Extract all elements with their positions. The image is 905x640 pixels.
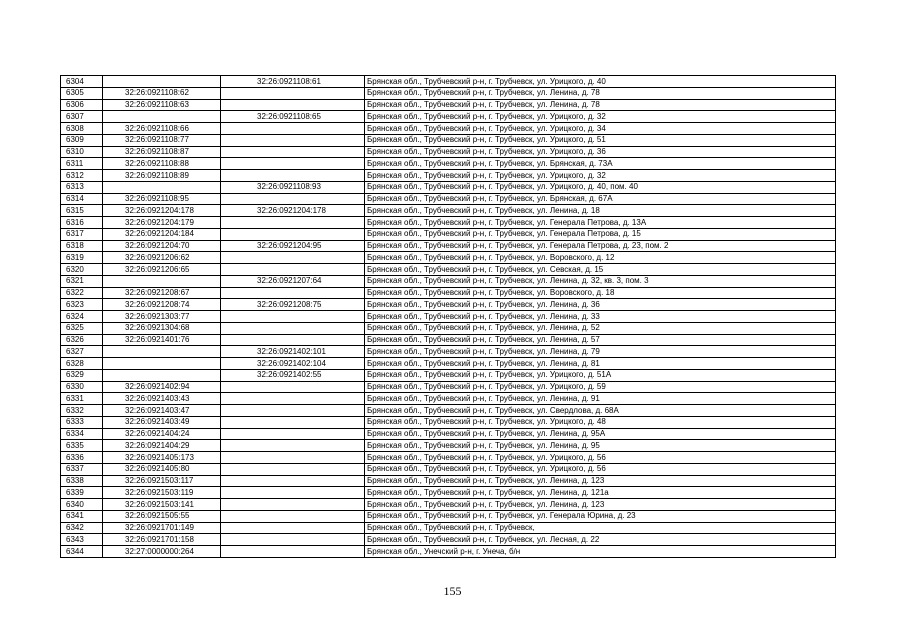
address-cell: Брянская обл., Трубчевский р-н, г. Трубчевск, ул. Урицкого, д. 32 bbox=[365, 170, 836, 182]
address-cell: Брянская обл., Трубчевский р-н, г. Трубчевск, ул. Ленина, д. 91 bbox=[365, 393, 836, 405]
row-number-cell: 6329 bbox=[61, 369, 103, 381]
table-row bbox=[61, 123, 836, 135]
address-cell: Брянская обл., Трубчевский р-н, г. Трубчевск, ул. Ленина, д. 81 bbox=[365, 358, 836, 370]
cadastral-number-alt-cell bbox=[221, 534, 365, 546]
cadastral-number-alt-cell bbox=[221, 146, 365, 158]
row-number-cell: 6311 bbox=[61, 158, 103, 170]
address-cell: Брянская обл., Трубчевский р-н, г. Трубчевск, ул. Ленина, д. 78 bbox=[365, 87, 836, 99]
cadastral-number-cell: 32:26:0921208:67 bbox=[103, 287, 221, 299]
address-cell: Брянская обл., Трубчевский р-н, г. Трубчевск, ул. Ленина, д. 123 bbox=[365, 499, 836, 511]
row-number-cell: 6341 bbox=[61, 510, 103, 522]
cadastral-number-cell: 32:26:0921108:62 bbox=[103, 87, 221, 99]
cadastral-number-alt-cell bbox=[221, 87, 365, 99]
address-cell: Брянская обл., Трубчевский р-н, г. Трубчевск, ул. Ленина, д. 57 bbox=[365, 334, 836, 346]
table-row bbox=[61, 158, 836, 170]
row-number-cell: 6314 bbox=[61, 193, 103, 205]
cadastral-number-alt-cell bbox=[221, 217, 365, 229]
address-cell: Брянская обл., Трубчевский р-н, г. Трубчевск, ул. Брянская, д. 73А bbox=[365, 158, 836, 170]
cadastral-number-cell: 32:26:0921503:119 bbox=[103, 487, 221, 499]
address-cell: Брянская обл., Трубчевский р-н, г. Трубчевск, ул. Ленина, д. 18 bbox=[365, 205, 836, 217]
row-number-cell: 6338 bbox=[61, 475, 103, 487]
row-number-cell: 6335 bbox=[61, 440, 103, 452]
row-number-cell: 6324 bbox=[61, 311, 103, 323]
row-number-cell: 6304 bbox=[61, 76, 103, 88]
table-row bbox=[61, 428, 836, 440]
address-cell: Брянская обл., Трубчевский р-н, г. Трубчевск, ул. Генерала Юрина, д. 23 bbox=[365, 510, 836, 522]
table-row bbox=[61, 134, 836, 146]
cadastral-number-alt-cell: 32:26:0921204:95 bbox=[221, 240, 365, 252]
table-body bbox=[61, 76, 836, 558]
cadastral-table bbox=[60, 75, 836, 558]
address-cell: Брянская обл., Трубчевский р-н, г. Трубчевск, ул. Урицкого, д. 32 bbox=[365, 111, 836, 123]
cadastral-number-cell bbox=[103, 181, 221, 193]
address-cell: Брянская обл., Трубчевский р-н, г. Трубчевск, ул. Ленина, д. 121а bbox=[365, 487, 836, 499]
table-row bbox=[61, 487, 836, 499]
address-cell: Брянская обл., Трубчевский р-н, г. Трубчевск, ул. Ленина, д. 52 bbox=[365, 322, 836, 334]
table-row bbox=[61, 264, 836, 276]
cadastral-number-cell: 32:26:0921108:95 bbox=[103, 193, 221, 205]
address-cell: Брянская обл., Унечский р-н, г. Унеча, б/н bbox=[365, 546, 836, 558]
table-row bbox=[61, 170, 836, 182]
row-number-cell: 6342 bbox=[61, 522, 103, 534]
cadastral-number-alt-cell: 32:26:0921108:61 bbox=[221, 76, 365, 88]
address-cell: Брянская обл., Трубчевский р-н, г. Трубчевск, ул. Ленина, д. 32, кв. 3, пом. 3 bbox=[365, 275, 836, 287]
table-row bbox=[61, 522, 836, 534]
row-number-cell: 6325 bbox=[61, 322, 103, 334]
address-cell: Брянская обл., Трубчевский р-н, г. Трубчевск, ул. Урицкого, д. 51 bbox=[365, 134, 836, 146]
table-row bbox=[61, 76, 836, 88]
cadastral-number-alt-cell bbox=[221, 452, 365, 464]
row-number-cell: 6326 bbox=[61, 334, 103, 346]
cadastral-number-alt-cell bbox=[221, 440, 365, 452]
address-cell: Брянская обл., Трубчевский р-н, г. Трубчевск, ул. Севская, д. 15 bbox=[365, 264, 836, 276]
address-cell: Брянская обл., Трубчевский р-н, г. Трубчевск, ул. Генерала Петрова, д. 23, пом. 2 bbox=[365, 240, 836, 252]
table-row bbox=[61, 193, 836, 205]
table-row bbox=[61, 381, 836, 393]
cadastral-number-alt-cell bbox=[221, 499, 365, 511]
address-cell: Брянская обл., Трубчевский р-н, г. Трубчевск, ул. Урицкого, д. 36 bbox=[365, 146, 836, 158]
table-row bbox=[61, 275, 836, 287]
cadastral-number-alt-cell bbox=[221, 311, 365, 323]
cadastral-number-cell: 32:26:0921404:24 bbox=[103, 428, 221, 440]
table-row bbox=[61, 475, 836, 487]
cadastral-number-cell: 32:26:0921403:49 bbox=[103, 416, 221, 428]
row-number-cell: 6318 bbox=[61, 240, 103, 252]
row-number-cell: 6344 bbox=[61, 546, 103, 558]
cadastral-number-alt-cell: 32:26:0921108:93 bbox=[221, 181, 365, 193]
address-cell: Брянская обл., Трубчевский р-н, г. Трубчевск, ул. Ленина, д. 33 bbox=[365, 311, 836, 323]
address-cell: Брянская обл., Трубчевский р-н, г. Трубчевск, ул. Урицкого, д. 34 bbox=[365, 123, 836, 135]
cadastral-number-alt-cell bbox=[221, 416, 365, 428]
cadastral-number-alt-cell bbox=[221, 193, 365, 205]
cadastral-number-alt-cell: 32:26:0921108:65 bbox=[221, 111, 365, 123]
table-row bbox=[61, 546, 836, 558]
address-cell: Брянская обл., Трубчевский р-н, г. Трубчевск, ул. Воровского, д. 18 bbox=[365, 287, 836, 299]
cadastral-number-cell: 32:26:0921108:66 bbox=[103, 123, 221, 135]
row-number-cell: 6332 bbox=[61, 405, 103, 417]
cadastral-number-cell: 32:26:0921108:87 bbox=[103, 146, 221, 158]
row-number-cell: 6330 bbox=[61, 381, 103, 393]
cadastral-number-alt-cell bbox=[221, 99, 365, 111]
cadastral-number-cell: 32:26:0921503:117 bbox=[103, 475, 221, 487]
row-number-cell: 6343 bbox=[61, 534, 103, 546]
cadastral-number-alt-cell bbox=[221, 510, 365, 522]
address-cell: Брянская обл., Трубчевский р-н, г. Трубчевск, ул. Ленина, д. 79 bbox=[365, 346, 836, 358]
cadastral-number-alt-cell bbox=[221, 123, 365, 135]
row-number-cell: 6321 bbox=[61, 275, 103, 287]
cadastral-number-cell: 32:26:0921108:63 bbox=[103, 99, 221, 111]
cadastral-number-cell: 32:26:0921505:55 bbox=[103, 510, 221, 522]
cadastral-number-cell: 32:26:0921405:173 bbox=[103, 452, 221, 464]
table-row bbox=[61, 358, 836, 370]
cadastral-number-alt-cell: 32:26:0921402:104 bbox=[221, 358, 365, 370]
table-row bbox=[61, 287, 836, 299]
cadastral-number-cell: 32:26:0921403:47 bbox=[103, 405, 221, 417]
address-cell: Брянская обл., Трубчевский р-н, г. Трубчевск, ул. Свердлова, д. 68А bbox=[365, 405, 836, 417]
row-number-cell: 6312 bbox=[61, 170, 103, 182]
address-cell: Брянская обл., Трубчевский р-н, г. Трубчевск, ул. Урицкого, д. 56 bbox=[365, 452, 836, 464]
cadastral-number-cell: 32:26:0921206:65 bbox=[103, 264, 221, 276]
cadastral-number-cell: 32:26:0921108:88 bbox=[103, 158, 221, 170]
table-row bbox=[61, 228, 836, 240]
cadastral-number-cell bbox=[103, 346, 221, 358]
table-row bbox=[61, 99, 836, 111]
table-row bbox=[61, 416, 836, 428]
table-row bbox=[61, 87, 836, 99]
cadastral-number-alt-cell: 32:26:0921207:64 bbox=[221, 275, 365, 287]
address-cell: Брянская обл., Трубчевский р-н, г. Трубчевск, ул. Воровского, д. 12 bbox=[365, 252, 836, 264]
row-number-cell: 6306 bbox=[61, 99, 103, 111]
table-row bbox=[61, 452, 836, 464]
table-row bbox=[61, 463, 836, 475]
cadastral-number-cell bbox=[103, 76, 221, 88]
cadastral-number-cell: 32:26:0921108:77 bbox=[103, 134, 221, 146]
table-row bbox=[61, 369, 836, 381]
row-number-cell: 6328 bbox=[61, 358, 103, 370]
cadastral-number-alt-cell bbox=[221, 287, 365, 299]
cadastral-number-cell: 32:26:0921405:80 bbox=[103, 463, 221, 475]
address-cell: Брянская обл., Трубчевский р-н, г. Трубчевск, ул. Ленина, д. 36 bbox=[365, 299, 836, 311]
row-number-cell: 6336 bbox=[61, 452, 103, 464]
row-number-cell: 6305 bbox=[61, 87, 103, 99]
row-number-cell: 6319 bbox=[61, 252, 103, 264]
table-row bbox=[61, 205, 836, 217]
row-number-cell: 6337 bbox=[61, 463, 103, 475]
cadastral-number-alt-cell bbox=[221, 252, 365, 264]
cadastral-number-alt-cell bbox=[221, 546, 365, 558]
row-number-cell: 6333 bbox=[61, 416, 103, 428]
row-number-cell: 6316 bbox=[61, 217, 103, 229]
row-number-cell: 6307 bbox=[61, 111, 103, 123]
row-number-cell: 6339 bbox=[61, 487, 103, 499]
table-row bbox=[61, 393, 836, 405]
address-cell: Брянская обл., Трубчевский р-н, г. Трубчевск, bbox=[365, 522, 836, 534]
cadastral-number-alt-cell bbox=[221, 264, 365, 276]
address-cell: Брянская обл., Трубчевский р-н, г. Трубчевск, ул. Генерала Петрова, д. 13А bbox=[365, 217, 836, 229]
table-row bbox=[61, 346, 836, 358]
cadastral-number-cell: 32:26:0921303:77 bbox=[103, 311, 221, 323]
table-row bbox=[61, 181, 836, 193]
address-cell: Брянская обл., Трубчевский р-н, г. Трубчевск, ул. Урицкого, д. 56 bbox=[365, 463, 836, 475]
cadastral-number-cell: 32:26:0921304:68 bbox=[103, 322, 221, 334]
cadastral-number-alt-cell bbox=[221, 158, 365, 170]
cadastral-number-alt-cell: 32:26:0921402:55 bbox=[221, 369, 365, 381]
cadastral-number-cell: 32:26:0921401:76 bbox=[103, 334, 221, 346]
cadastral-number-alt-cell bbox=[221, 228, 365, 240]
cadastral-number-alt-cell: 32:26:0921204:178 bbox=[221, 205, 365, 217]
cadastral-number-cell: 32:26:0921404:29 bbox=[103, 440, 221, 452]
cadastral-number-cell: 32:26:0921503:141 bbox=[103, 499, 221, 511]
cadastral-number-alt-cell bbox=[221, 334, 365, 346]
address-cell: Брянская обл., Трубчевский р-н, г. Трубчевск, ул. Урицкого, д. 48 bbox=[365, 416, 836, 428]
row-number-cell: 6309 bbox=[61, 134, 103, 146]
cadastral-number-cell: 32:26:0921204:179 bbox=[103, 217, 221, 229]
table-row bbox=[61, 111, 836, 123]
cadastral-number-alt-cell bbox=[221, 170, 365, 182]
address-cell: Брянская обл., Трубчевский р-н, г. Трубчевск, ул. Урицкого, д. 51А bbox=[365, 369, 836, 381]
table-row bbox=[61, 240, 836, 252]
table-row bbox=[61, 252, 836, 264]
address-cell: Брянская обл., Трубчевский р-н, г. Трубчевск, ул. Лесная, д. 22 bbox=[365, 534, 836, 546]
row-number-cell: 6317 bbox=[61, 228, 103, 240]
address-cell: Брянская обл., Трубчевский р-н, г. Трубчевск, ул. Ленина, д. 123 bbox=[365, 475, 836, 487]
table-row bbox=[61, 499, 836, 511]
table-row bbox=[61, 299, 836, 311]
table-row bbox=[61, 311, 836, 323]
row-number-cell: 6315 bbox=[61, 205, 103, 217]
address-cell: Брянская обл., Трубчевский р-н, г. Трубчевск, ул. Урицкого, д. 59 bbox=[365, 381, 836, 393]
cadastral-number-cell: 32:27:0000000:264 bbox=[103, 546, 221, 558]
cadastral-number-cell: 32:26:0921204:178 bbox=[103, 205, 221, 217]
cadastral-number-alt-cell: 32:26:0921208:75 bbox=[221, 299, 365, 311]
cadastral-number-cell: 32:26:0921204:70 bbox=[103, 240, 221, 252]
row-number-cell: 6327 bbox=[61, 346, 103, 358]
cadastral-number-cell: 32:26:0921108:89 bbox=[103, 170, 221, 182]
row-number-cell: 6331 bbox=[61, 393, 103, 405]
cadastral-number-alt-cell bbox=[221, 134, 365, 146]
cadastral-number-alt-cell bbox=[221, 393, 365, 405]
row-number-cell: 6334 bbox=[61, 428, 103, 440]
address-cell: Брянская обл., Трубчевский р-н, г. Трубчевск, ул. Ленина, д. 78 bbox=[365, 99, 836, 111]
address-cell: Брянская обл., Трубчевский р-н, г. Трубчевск, ул. Урицкого, д. 40 bbox=[365, 76, 836, 88]
cadastral-number-alt-cell bbox=[221, 322, 365, 334]
cadastral-number-cell: 32:26:0921206:62 bbox=[103, 252, 221, 264]
cadastral-number-alt-cell bbox=[221, 487, 365, 499]
cadastral-number-alt-cell bbox=[221, 381, 365, 393]
cadastral-number-alt-cell bbox=[221, 475, 365, 487]
cadastral-number-cell: 32:26:0921204:184 bbox=[103, 228, 221, 240]
page-number: 155 bbox=[443, 584, 462, 598]
table-row bbox=[61, 146, 836, 158]
table-row bbox=[61, 322, 836, 334]
row-number-cell: 6308 bbox=[61, 123, 103, 135]
cadastral-number-alt-cell bbox=[221, 428, 365, 440]
row-number-cell: 6322 bbox=[61, 287, 103, 299]
row-number-cell: 6313 bbox=[61, 181, 103, 193]
address-cell: Брянская обл., Трубчевский р-н, г. Трубчевск, ул. Брянская, д. 67А bbox=[365, 193, 836, 205]
table-row bbox=[61, 217, 836, 229]
table-row bbox=[61, 334, 836, 346]
cadastral-number-cell bbox=[103, 111, 221, 123]
row-number-cell: 6323 bbox=[61, 299, 103, 311]
address-cell: Брянская обл., Трубчевский р-н, г. Трубчевск, ул. Ленина, д. 95А bbox=[365, 428, 836, 440]
cadastral-number-alt-cell bbox=[221, 463, 365, 475]
row-number-cell: 6320 bbox=[61, 264, 103, 276]
cadastral-number-alt-cell bbox=[221, 522, 365, 534]
table-row bbox=[61, 510, 836, 522]
address-cell: Брянская обл., Трубчевский р-н, г. Трубчевск, ул. Урицкого, д. 40, пом. 40 bbox=[365, 181, 836, 193]
cadastral-number-cell: 32:26:0921402:94 bbox=[103, 381, 221, 393]
address-cell: Брянская обл., Трубчевский р-н, г. Трубчевск, ул. Ленина, д. 95 bbox=[365, 440, 836, 452]
table-row bbox=[61, 440, 836, 452]
table-row bbox=[61, 405, 836, 417]
cadastral-number-cell bbox=[103, 275, 221, 287]
cadastral-number-cell: 32:26:0921701:158 bbox=[103, 534, 221, 546]
row-number-cell: 6310 bbox=[61, 146, 103, 158]
address-cell: Брянская обл., Трубчевский р-н, г. Трубчевск, ул. Генерала Петрова, д. 15 bbox=[365, 228, 836, 240]
cadastral-number-cell: 32:26:0921208:74 bbox=[103, 299, 221, 311]
cadastral-number-cell: 32:26:0921701:149 bbox=[103, 522, 221, 534]
cadastral-number-cell: 32:26:0921403:43 bbox=[103, 393, 221, 405]
row-number-cell: 6340 bbox=[61, 499, 103, 511]
cadastral-number-alt-cell bbox=[221, 405, 365, 417]
cadastral-number-alt-cell: 32:26:0921402:101 bbox=[221, 346, 365, 358]
cadastral-number-cell bbox=[103, 358, 221, 370]
cadastral-number-cell bbox=[103, 369, 221, 381]
table-row bbox=[61, 534, 836, 546]
